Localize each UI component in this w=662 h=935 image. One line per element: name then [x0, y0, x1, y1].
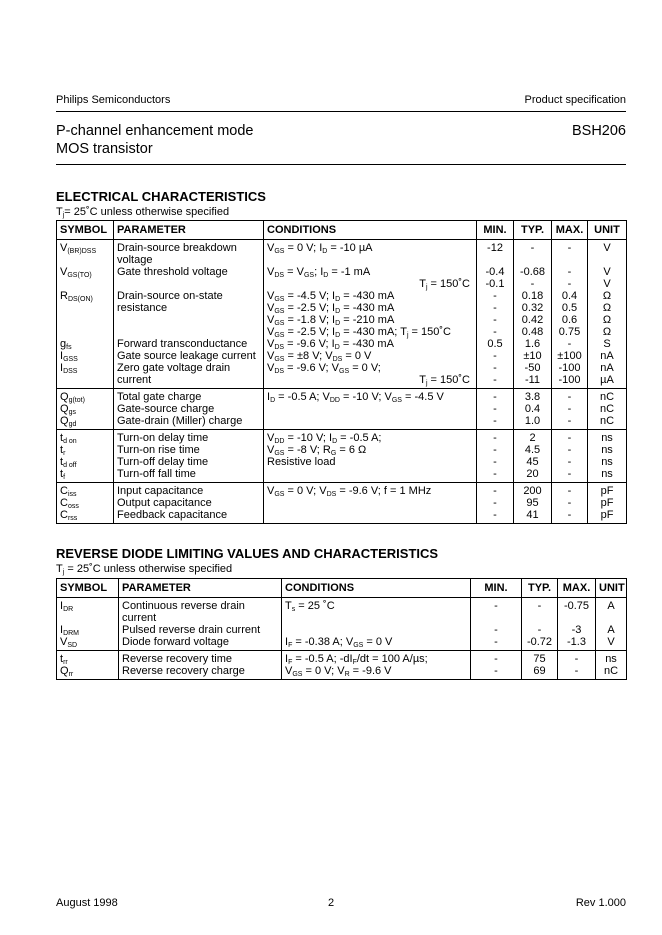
max-value: - [574, 653, 579, 665]
col-header-parameter: PARAMETER [114, 221, 264, 240]
unit-value: pF [600, 509, 614, 521]
parameter-cell [114, 240, 264, 389]
footer-date: August 1998 [56, 897, 118, 909]
col-header-min: MIN. [477, 221, 514, 240]
min-value: - [493, 290, 497, 302]
max-value: - [567, 242, 572, 254]
condition: $T_j$ = 150˚C [419, 374, 470, 387]
typ-value: -50 [524, 362, 541, 374]
symbol-cell [57, 389, 114, 430]
document-type: Product specification [524, 94, 626, 106]
parameter: Diode forward voltage [122, 636, 230, 648]
condition: $V_{GS} = -4.5$ V; $I_D = -430$ mA [267, 290, 395, 303]
parameter: Reverse recovery charge [122, 665, 245, 677]
col-header-unit: UNIT [588, 221, 627, 240]
min-value: -0.4 [485, 266, 505, 278]
condition: $V_{GS} = -2.5$ V; $I_D = -430$ mA; $T_j$ = 150˚C [267, 326, 451, 339]
max-value: - [567, 278, 572, 290]
condition: $V_{DS} = -9.6$ V; $I_D = -430$ mA [267, 338, 394, 351]
condition: $V_{DS} = V_{GS}$; $I_D = -1$ mA [267, 266, 371, 279]
symbol: $C_{iss}$ [60, 485, 77, 498]
max-value: - [567, 432, 572, 444]
max-value: -100 [558, 362, 581, 374]
max-value: - [567, 497, 572, 509]
reverse-diode-table [56, 578, 627, 680]
col-header-parameter: PARAMETER [119, 579, 282, 598]
title-rule [56, 164, 626, 165]
conditions-cell [282, 651, 471, 680]
parameter-cell [114, 430, 264, 483]
conditions-cell [264, 483, 477, 524]
min-cell [477, 483, 514, 524]
parameter: Zero gate voltage drain [117, 362, 231, 374]
min-value: - [493, 432, 497, 444]
table-row-diode-recovery [57, 651, 627, 680]
min-value: - [493, 326, 497, 338]
max-value: - [567, 456, 572, 468]
typ-value: 200 [523, 485, 542, 497]
unit-value: nA [600, 350, 614, 362]
condition: Resistive load [267, 456, 336, 468]
typ-value: 0.48 [521, 326, 544, 338]
min-cell [471, 651, 522, 680]
typ-value: 3.8 [524, 391, 541, 403]
col-header-conditions: CONDITIONS [264, 221, 477, 240]
max-value: - [567, 266, 572, 278]
min-value: - [493, 468, 497, 480]
symbol-cell [57, 240, 114, 389]
col-header-typ: TYP. [522, 579, 558, 598]
unit-value: Ω [602, 314, 612, 326]
max-cell [552, 240, 588, 389]
conditions-cell [264, 430, 477, 483]
min-value: - [494, 636, 498, 648]
typ-value: 0.42 [521, 314, 544, 326]
table-row-diode-static [57, 598, 627, 651]
symbol: $Q_{gd}$ [60, 415, 77, 428]
symbol: $C_{rss}$ [60, 509, 78, 522]
symbol-cell [57, 430, 114, 483]
min-value: - [494, 653, 498, 665]
max-cell [552, 483, 588, 524]
max-value: ±100 [557, 350, 582, 362]
typ-value: -0.68 [519, 266, 546, 278]
parameter: Continuous reverse drain [122, 600, 245, 612]
symbol: $t_{d off}$ [60, 456, 77, 469]
conditions-cell [282, 598, 471, 651]
unit-value: Ω [602, 302, 612, 314]
section-title-electrical: ELECTRICAL CHARACTERISTICS [56, 189, 266, 204]
typ-value: 95 [526, 497, 539, 509]
typ-value: - [537, 600, 542, 612]
symbol: $Q_{rr}$ [60, 665, 74, 678]
max-cell [552, 389, 588, 430]
symbol: $g_{fs}$ [60, 338, 72, 351]
conditions-cell [264, 240, 477, 389]
parameter: Input capacitance [117, 485, 204, 497]
parameter: Total gate charge [117, 391, 202, 403]
parameter: current [117, 374, 152, 386]
unit-cell [588, 240, 627, 389]
col-header-symbol: SYMBOL [57, 221, 114, 240]
col-header-max: MAX. [558, 579, 596, 598]
table-header-row [57, 221, 627, 240]
condition: $I_D = -0.5$ A; $V_{DD} = -10$ V; $V_{GS} = -4.5$ V [267, 391, 444, 404]
table-row-gate-charge [57, 389, 627, 430]
unit-value: V [607, 636, 615, 648]
condition: $V_{DS} = -9.6$ V; $V_{GS} = 0$ V; [267, 362, 381, 375]
max-value: -3 [571, 624, 582, 636]
max-value: -1.3 [567, 636, 586, 648]
parameter: Forward transconductance [117, 338, 248, 350]
header-rule [56, 111, 626, 112]
max-value: - [567, 403, 572, 415]
unit-value: ns [605, 653, 617, 665]
min-value: - [494, 665, 498, 677]
max-value: -0.75 [563, 600, 590, 612]
unit-value: nC [599, 403, 615, 415]
typ-value: 0.18 [521, 290, 544, 302]
parameter: Gate threshold voltage [117, 266, 228, 278]
min-value: - [493, 497, 497, 509]
symbol: $t_{rr}$ [60, 653, 68, 666]
typ-cell [522, 598, 558, 651]
conditions-cell [264, 389, 477, 430]
unit-value: pF [600, 497, 614, 509]
part-number: BSH206 [571, 123, 626, 139]
min-value: - [494, 600, 498, 612]
parameter: Feedback capacitance [117, 509, 228, 521]
parameter: Drain-source breakdown [117, 242, 237, 254]
min-cell [477, 389, 514, 430]
table-row-capacitance [57, 483, 627, 524]
symbol: $t_r$ [60, 444, 66, 457]
col-header-min: MIN. [471, 579, 522, 598]
parameter: Reverse recovery time [122, 653, 233, 665]
condition: $V_{DD} = -10$ V; $I_D = -0.5$ A; [267, 432, 382, 445]
parameter: Pulsed reverse drain current [122, 624, 261, 636]
unit-value: S [603, 338, 611, 350]
typ-cell [514, 430, 552, 483]
parameter-cell [119, 651, 282, 680]
parameter: current [122, 612, 157, 624]
max-value: 0.75 [558, 326, 581, 338]
unit-cell [588, 483, 627, 524]
parameter: Gate source leakage current [117, 350, 256, 362]
symbol: $V_{(BR)DSS}$ [60, 242, 97, 255]
typ-value: 20 [526, 468, 539, 480]
parameter: Turn-off fall time [117, 468, 196, 480]
min-cell [471, 598, 522, 651]
min-value: 0.5 [487, 338, 503, 350]
typ-value: -11 [524, 374, 541, 386]
condition: $V_{GS} = 0$ V; $I_D = -10$ µA [267, 242, 373, 255]
unit-value: ns [601, 444, 613, 456]
parameter: voltage [117, 254, 153, 266]
table-row-static [57, 240, 627, 389]
min-value: - [493, 374, 497, 386]
unit-cell [596, 651, 627, 680]
col-header-unit: UNIT [596, 579, 627, 598]
footer-page-number: 2 [327, 897, 335, 909]
min-cell [477, 240, 514, 389]
min-value: - [493, 415, 497, 427]
typ-value: 1.6 [524, 338, 541, 350]
condition: $V_{GS} = 0$ V; $V_{DS} = -9.6$ V; f = 1 MHz [267, 485, 432, 498]
typ-value: - [530, 242, 535, 254]
symbol-cell [57, 598, 119, 651]
max-value: - [567, 509, 572, 521]
symbol: $I_{DR}$ [60, 600, 74, 613]
typ-value: 69 [533, 665, 546, 677]
min-value: - [493, 485, 497, 497]
typ-cell [514, 483, 552, 524]
table-row-switching [57, 430, 627, 483]
device-title-line2: MOS transistor [56, 141, 153, 157]
unit-cell [596, 598, 627, 651]
typ-cell [514, 240, 552, 389]
max-value: - [567, 415, 572, 427]
unit-value: µA [600, 374, 614, 386]
max-value: -100 [558, 374, 581, 386]
symbol: $t_{d on}$ [60, 432, 77, 445]
parameter: Turn-off delay time [117, 456, 209, 468]
unit-cell [588, 389, 627, 430]
max-value: 0.6 [561, 314, 578, 326]
unit-value: ns [601, 456, 613, 468]
symbol-cell [57, 483, 114, 524]
condition: $V_{GS} = -1.8$ V; $I_D = -210$ mA [267, 314, 395, 327]
typ-value: 2 [529, 432, 536, 444]
condition: $V_{GS} = \pm 8$ V; $V_{DS} = 0$ V [267, 350, 372, 363]
max-value: - [567, 485, 572, 497]
parameter-cell [114, 483, 264, 524]
min-value: - [494, 624, 498, 636]
condition: $V_{GS} = -8$ V; $R_G = 6$ Ω [267, 444, 367, 457]
parameter: resistance [117, 302, 168, 314]
symbol: $C_{oss}$ [60, 497, 79, 510]
condition: $V_{GS} = 0$ V; $V_R = -9.6$ V [285, 665, 392, 678]
device-title-line1: P-channel enhancement mode [56, 123, 254, 139]
typ-value: - [530, 278, 535, 290]
unit-value: nC [599, 415, 615, 427]
unit-value: nC [599, 391, 615, 403]
typ-value: 45 [526, 456, 539, 468]
unit-cell [588, 430, 627, 483]
max-value: - [574, 665, 579, 677]
max-value: - [567, 338, 572, 350]
footer-revision: Rev 1.000 [575, 897, 626, 909]
unit-value: pF [600, 485, 614, 497]
parameter: Turn-on rise time [117, 444, 200, 456]
max-cell [558, 598, 596, 651]
section-note-reverse-diode: $T_j$ = 25˚C unless otherwise specified [56, 563, 233, 576]
max-cell [558, 651, 596, 680]
unit-value: V [603, 242, 611, 254]
typ-value: 4.5 [524, 444, 541, 456]
unit-value: Ω [602, 290, 612, 302]
parameter: Turn-on delay time [117, 432, 209, 444]
unit-value: Ω [602, 326, 612, 338]
min-value: - [493, 350, 497, 362]
typ-value: 41 [526, 509, 539, 521]
unit-value: ns [601, 432, 613, 444]
parameter: Output capacitance [117, 497, 212, 509]
parameter-cell [114, 389, 264, 430]
min-value: - [493, 391, 497, 403]
condition: $I_F = -0.5$ A; $-dI_F/dt = 100$ A/µs; [285, 653, 428, 666]
min-value: - [493, 362, 497, 374]
symbol: $V_{SD}$ [60, 636, 78, 649]
typ-cell [514, 389, 552, 430]
max-value: - [567, 444, 572, 456]
condition: $T_s = 25$ ˚C [285, 600, 335, 613]
typ-value: 75 [533, 653, 546, 665]
unit-value: V [603, 278, 611, 290]
min-value: -0.1 [485, 278, 505, 290]
parameter-cell [119, 598, 282, 651]
section-note-electrical: $T_j=$ 25˚C unless otherwise specified [56, 206, 230, 219]
typ-value: 1.0 [524, 415, 541, 427]
unit-value: nC [603, 665, 619, 677]
condition: $T_j$ = 150˚C [419, 278, 470, 291]
symbol: $R_{DS(ON)}$ [60, 290, 93, 303]
min-value: - [493, 509, 497, 521]
symbol-cell [57, 651, 119, 680]
unit-value: A [607, 624, 615, 636]
parameter: Gate-drain (Miller) charge [117, 415, 243, 427]
symbol: $I_{GSS}$ [60, 350, 78, 363]
table-header-row [57, 579, 627, 598]
section-title-reverse-diode: REVERSE DIODE LIMITING VALUES AND CHARACTERISTICS [56, 546, 439, 561]
max-value: - [567, 468, 572, 480]
typ-value: -0.72 [526, 636, 553, 648]
parameter: Drain-source on-state [117, 290, 223, 302]
min-value: -12 [487, 242, 503, 254]
symbol: $I_{DSS}$ [60, 362, 78, 375]
symbol: $Q_{g(tot)}$ [60, 391, 85, 404]
max-cell [552, 430, 588, 483]
max-value: 0.5 [561, 302, 578, 314]
typ-value: 0.32 [521, 302, 544, 314]
min-value: - [493, 456, 497, 468]
unit-value: V [603, 266, 611, 278]
symbol: $Q_{gs}$ [60, 403, 76, 416]
min-value: - [493, 403, 497, 415]
col-header-typ: TYP. [514, 221, 552, 240]
col-header-symbol: SYMBOL [57, 579, 119, 598]
max-value: 0.4 [561, 290, 578, 302]
company-name: Philips Semiconductors [56, 94, 171, 106]
electrical-characteristics-table [56, 220, 627, 524]
symbol: $t_f$ [60, 468, 66, 481]
typ-value: 0.4 [524, 403, 541, 415]
min-value: - [493, 444, 497, 456]
typ-value: - [537, 624, 542, 636]
unit-value: ns [601, 468, 613, 480]
symbol: $I_{DRM}$ [60, 624, 80, 637]
parameter: Gate-source charge [117, 403, 215, 415]
unit-value: nA [600, 362, 614, 374]
condition: $V_{GS} = -2.5$ V; $I_D = -430$ mA [267, 302, 395, 315]
min-value: - [493, 302, 497, 314]
symbol: $V_{GS(TO)}$ [60, 266, 92, 279]
col-header-max: MAX. [552, 221, 588, 240]
min-cell [477, 430, 514, 483]
unit-value: A [607, 600, 615, 612]
col-header-conditions: CONDITIONS [282, 579, 471, 598]
typ-value: ±10 [523, 350, 542, 362]
max-value: - [567, 391, 572, 403]
min-value: - [493, 314, 497, 326]
condition: $I_F = -0.38$ A; $V_{GS} = 0$ V [285, 636, 393, 649]
typ-cell [522, 651, 558, 680]
